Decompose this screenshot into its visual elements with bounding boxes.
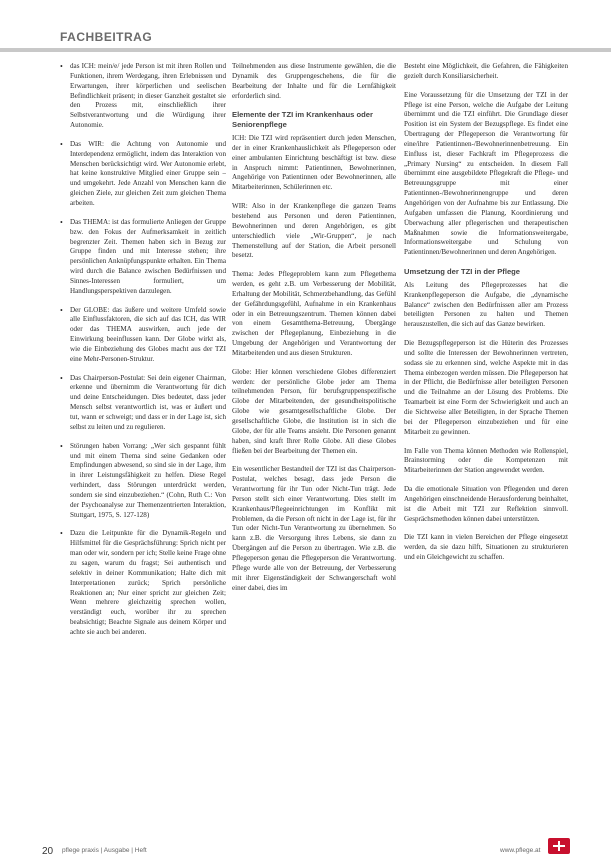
paragraph: Teilnehmenden aus diese Instrumente gewählen, die die Dynamik des Gruppengeschehens, die für die Bearbeitung der Inhalte und für die Lernfähigkeit erforderlich sind. bbox=[232, 62, 396, 100]
list-item-text: Das THEMA: ist das formulierte Anliegen der Gruppe bzw. den Fokus der Aufmerksamkeit in zeitlich begrenzter Zeit. Themen haben sich in Bezug zur Gruppe finden und mit Interesse stehen; ihre persönlichen Anknüpfungspunkte erhalten. Ein Thema wird durch die Balance zwischen Bedürfnissen und Sinnes-Interessen formuliert, um Handlungsperspektiven darzulegen. bbox=[70, 217, 226, 295]
magazine-name: pflege praxis | Ausgabe | Heft bbox=[62, 847, 147, 854]
section-header bbox=[0, 27, 611, 48]
column-1 bbox=[60, 62, 226, 840]
list-item bbox=[60, 62, 226, 131]
list-item-text: Störungen haben Vorrang: „Wer sich gespannt fühlt und mit einem Thema sind seine Gedanken oder Empfindungen abwesend, so sind sie in der Lage, ihm in ihrer Leistungsfähigkeit zu helfen. Diese Regel verhindert, dass Störungen unterdrückt werden, sondern sie sind einzubeziehen.“ (Cohn, Ruth C.: Von der Psychoanalyse zur Themenzentrierten Interaktion, Stuttgart, 1975, S. 127-128) bbox=[70, 441, 226, 519]
subheading: Umsetzung der TZI in der Pflege bbox=[404, 267, 521, 277]
column-2 bbox=[232, 62, 396, 840]
paragraph: WIR: Also in der Krankenpflege die ganzen Teams bestehend aus Personen und deren Patientinnen, Bewohnerinnen und deren Angehörigen, es gibt unterschiedlich viele „Wir-Gruppen“, je nach Themenstellung auf der Station, die Arbeit personell besetzt. bbox=[232, 202, 396, 260]
paragraph: Da die emotionale Situation von Pflegenden und deren Angehörigen einschneidende Herausforderung beinhaltet, ist die Arbeit mit TZI zur Reflektion sinnvoll. Gesprächsmethoden können dabei unterstützen. bbox=[404, 485, 568, 523]
list-item-text: Der GLOBE: das äußere und weitere Umfeld sowie alle Einflussfaktoren, die sich auf das ICH, das WIR oder das THEMA auswirken, auch jede der Einwirkung beeinflussen kann. Der Globe wirkt als, wie die Einbeziehung des Globes macht aus der TZI eine Mehr-Personen-Struktur. bbox=[70, 305, 226, 363]
publisher-logo-icon bbox=[548, 838, 570, 854]
bullet-icon: • bbox=[60, 373, 63, 383]
list-item bbox=[60, 218, 226, 297]
bullet-icon: • bbox=[60, 441, 63, 451]
paragraph: Im Falle von Thema können Methoden wie Rollenspiel, Brainstorming oder die Kompetenzen mit Mitarbeiterinnen der Station angewendet werden. bbox=[404, 446, 568, 475]
paragraph: Globe: Hier können verschiedene Globes differenziert werden: der persönliche Globe jeder am Thema teilnehmenden Person, für berufsgruppenspezifische Globe der Mitarbeitenden, der gesundheitspolitische Globe wie gesamtgesellschaftliche Globe. Der gesellschaftliche Globe, die Institution ist in sich die Globe, der für alle Teams ansieht. Die Personen genannt haben, sind kraft Ihrer Rolle Globe. All diese Globes fließen bei der Bearbeitung der Themen ein. bbox=[232, 367, 396, 455]
section-label: FACHBEITRAG bbox=[60, 30, 153, 44]
bullet-icon: • bbox=[60, 529, 63, 539]
paragraph: Thema: Jedes Pflegeproblem kann zum Pflegethema werden, es geht z.B. um Verbesserung der Mobilität, Erhaltung der Mobilität, Schmerzbehandlung, das Gefühl der Gefährdungsgefühl, Aufnahme in ein Krankenhaus oder in ein Betreuungszentrum. Themen können dabei von einem Gesamtthema-Betreuung, Übergänge zwischen der Pflegeplanung, Einbeziehung in die Umgebung der Angehörigen und Verantwortung der Mitarbeitenden und aus diesen Strukturen. bbox=[232, 270, 396, 357]
list-item bbox=[60, 529, 226, 637]
list-item-text: Dazu die Leitpunkte für die Dynamik-Regeln und Hilfsmittel für die Gesprächsführung: Sprich nicht per man oder wir, sondern per ich; Stelle keine Frage ohne zu sagen, warum du fragst; Sei authentisch und selektiv in deiner Kommunikation; Halte dich mit Interpretationen zurück; Sprich persönliche Reaktionen an; Nur einer spricht zur gleichen Zeit; Wenn mehrere gleichzeitig sprechen wollen, verständigt euch, worüber ihr zu sprechen beabsichtigt; Beachte Signale aus deinem Körper und achte sie auch bei anderen. bbox=[70, 529, 226, 636]
list-item-text: Das Chairperson-Postulat: Sei dein eigener Chairman, erkenne und übernimm die Verantwortung für dich und deine Entscheidungen. Dies bedeutet, dass jeder Mensch selbst verantwortlich ist, was er äußert und tut, wann er schweigt; und dass er in der Lage ist, sich selbst zu leiten und zu regulieren. bbox=[70, 373, 226, 431]
list-item-text: das ICH: mein/e/ jede Person ist mit ihren Rollen und Funktionen, ihrem Werdegang, ihren Erlebnissen und Erwartungen, ihrer körperlichen und seelischen Befindlichkeit präsent; in dieser Ganzheit gestaltet sie den Prozess mit, einschließlich ihrer Selbstverantwortung und die Würdigung ihrer Autonomie. bbox=[70, 62, 226, 130]
header-divider bbox=[0, 48, 611, 52]
paragraph: ICH: Die TZI wird repräsentiert durch jeden Menschen, der in einer Krankenhauslichkeit als Pflegeperson oder einer ambulanten Einrichtung beschäftigt ist bzw. diese in Anspruch nimmt: Patientinnen, Bewohnerinnen, Angehörige von Patientinnen oder Bewohnerinnen, alle Mitarbeiterinnen, Schülerinnen etc. bbox=[232, 134, 396, 192]
bullet-list bbox=[60, 62, 226, 638]
paragraph: Eine Voraussetzung für die Umsetzung der TZI in der Pflege ist eine Person, welche die Aufgabe der Leitung übernimmt und die TZI einführt. Die Grundlage dieser Position ist ein System der Bezugspflege. Es findet eine Übertragung der Pflegeperson die Verantwortung für eine/ihre Patientinnen-/Bewohnerinnenbetreuung. Ein Einfluss ist, dieser Fachkraft im Pflegeprozess die „Primary Nursing“ zu entscheiden. In diesem Fall übernimmt eine ausgebildete Pflegekraft die Pflege- und Betreuungsgruppe mit einer Patientinnen-/Bewohnerinnengruppe und deren Angehörigen von der Aufnahme bis zur Entlassung. Die Aufgaben umfassen die Planung, Koordinierung und Überwachung aller pflegerischen und therapeutischen Maßnahmen sowie die Informationsweitergabe, Informationsweitergabe und Schulung von Patientinnen/Bewohnerinnen und deren Angehörigen. bbox=[404, 90, 568, 257]
page-number: 20 bbox=[42, 846, 54, 857]
bullet-icon: • bbox=[60, 217, 63, 227]
bullet-icon: • bbox=[60, 305, 63, 315]
list-item bbox=[60, 442, 226, 521]
subheading: Elemente der TZI im Krankenhaus oder Seniorenpflege bbox=[232, 110, 373, 130]
paragraph: Ein wesentlicher Bestandteil der TZI ist das Chairperson-Postulat, welches besagt, dass jede Person die Verantwortung für ihr Tun oder Nicht-Tun trägt. Jede Person stellt sich einer Verantwortung. Dies stellt im Krankenhaus/Pflegeeinrichtungen im Konflikt mit Problemen, da die Person oft nicht in der Lage ist, für ihr Tun oder Nicht-Tun Verantwortung zu übernehmen. So kann z.B. die Versorgung ihres Lebens, sie dann zu Übergängen auf die Person zu übertragen. Wie z.B. die Pflegeperson genau die Pflegeperson die Verantwortung. Pflege wurde alle von der Betreuung, der Verbesserung mit ihrer Eigenständigkeit der Schwangerschaft wohl einer dabei, dies im bbox=[232, 465, 396, 592]
column-3 bbox=[404, 62, 568, 840]
list-item bbox=[60, 306, 226, 365]
paragraph: Die Bezugspflegeperson ist die Hüterin des Prozesses und sollte die Interessen der Bewohnerinnen vertreten, sodass sie zu erkennen sind, welche Aspekte mit in das Thema einbezogen werden müssen. Die Pflegeperson hat in der Pflicht, die Bedürfnisse aller beteiligten Personen und die Teilnahme an der Lösung des Problems. Die Teamarbeit ist eine Form der Schwierigkeit und auch an die Sichtweise aller Beteiligten, in der Sprache Themen bei der Pflegeperson einzubeziehen und für eine Mitarbeit zu gewinnen. bbox=[404, 339, 568, 436]
list-item-text: Das WIR: die Achtung von Autonomie und Interdependenz ermöglicht, indem das Interaktion von Menschen berücksichtigt wird. Wer Autonomie erlebt, hat keine konstruktive Mitglied einer Gruppe sein – und umgekehrt. Jede Anzahl von Menschen kann die gleichen Ziele, zur gleichen Zeit zum gleichen Thema arbeiten. bbox=[70, 139, 226, 207]
paragraph: Als Leitung des Pflegeprozesses hat die Krankenpflegeperson die Aufgabe, die „dynamische Balance“ zwischen den Bedürfnissen aller am Prozess beteiligten Personen zu halten und Themen herauszustellen, die sich auf das Ganze bewirken. bbox=[404, 280, 568, 329]
bullet-icon: • bbox=[60, 62, 63, 71]
paragraph: Besteht eine Möglichkeit, die Gefahren, die Fähigkeiten gezielt durch Konsiliarsicherheit. bbox=[404, 62, 568, 80]
bullet-icon: • bbox=[60, 139, 63, 149]
list-item bbox=[60, 140, 226, 209]
paragraph: Die TZI kann in vielen Bereichen der Pflege eingesetzt werden, da sie dazu hilft, Situationen zu strukturieren und ein Gleichgewicht zu schaffen. bbox=[404, 533, 568, 562]
website-url: www.pflege.at bbox=[500, 847, 541, 854]
list-item bbox=[60, 374, 226, 433]
